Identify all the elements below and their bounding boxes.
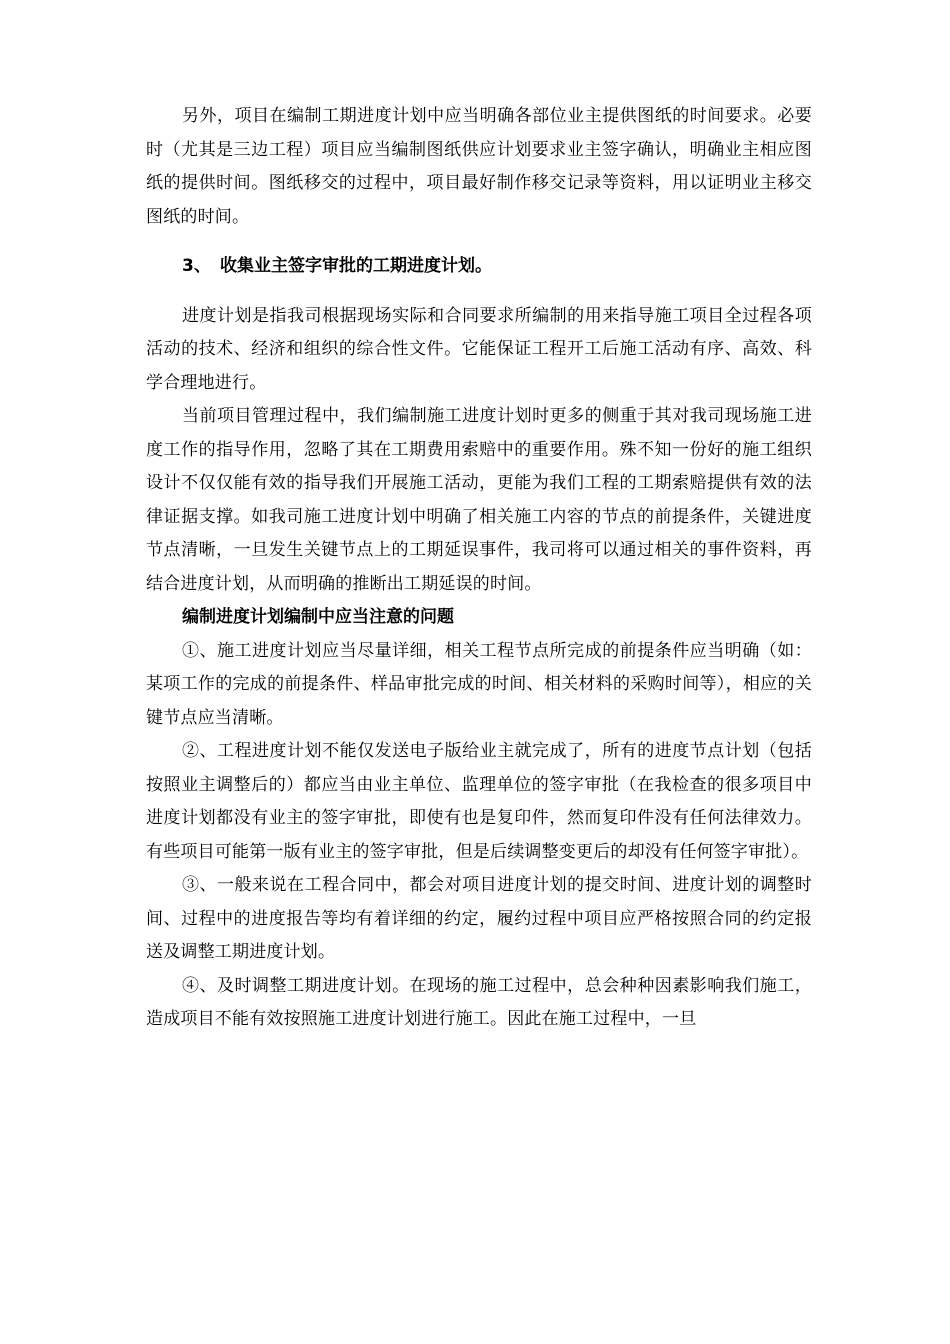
paragraph-schedule-definition: 进度计划是指我司根据现场实际和合同要求所编制的用来指导施工项目全过程各项活动的技术、经济和组织的综合性文件。它能保证工程开工后施工活动有序、高效、科学合理地进行。: [146, 305, 812, 393]
section-heading-3: [146, 250, 812, 284]
section-title: 收集业主签字审批的工期进度计划。: [220, 256, 492, 276]
section-number: 3、: [182, 256, 211, 276]
spacer: [146, 234, 812, 250]
list-item-4: ④、及时调整工期进度计划。在现场的施工过程中，总会种种因素影响我们施工，造成项目不能有效按照施工进度计划进行施工。因此在施工过程中，一旦: [146, 975, 812, 1029]
list-item-1: ①、施工进度计划应当尽量详细，相关工程节点所完成的前提条件应当明确（如：某项工作的完成的前提条件、样品审批完成的时间、相关材料的采购时间等），相应的关键节点应当清晰。: [146, 640, 812, 728]
list-item-2: ②、工程进度计划不能仅发送电子版给业主就完成了，所有的进度节点计划（包括按照业主调整后的）都应当由业主单位、监理单位的签字审批（在我检查的很多项目中进度计划都没有业主的签字审批，即使有也是复印件，然而复印件没有任何法律效力。有些项目可能第一版有业主的签字审批，但是后续调整变更后的却没有任何签字审批）。: [146, 741, 812, 862]
subheading-issues: 编制进度计划编制中应当注意的问题: [182, 607, 454, 627]
document-body: [146, 100, 812, 1037]
paragraph-drawing-schedule: 另外，项目在编制工期进度计划中应当明确各部位业主提供图纸的时间要求。必要时（尤其是三边工程）项目应当编制图纸供应计划要求业主签字确认，明确业主相应图纸的提供时间。图纸移交的过程中，项目最好制作移交记录等资料，用以证明业主移交图纸的时间。: [146, 106, 812, 227]
paragraph-current-practice: 当前项目管理过程中，我们编制施工进度计划时更多的侧重于其对我司现场施工进度工作的指导作用，忽略了其在工期费用索赔中的重要作用。殊不知一份好的施工组织设计不仅仅能有效的指导我们开展施工活动，更能为我们工程的工期索赔提供有效的法律证据支撑。如我司施工进度计划中明确了相关施工内容的节点的前提条件，关键进度节点清晰，一旦发生关键节点上的工期延误事件，我司将可以通过相关的事件资料，再结合进度计划，从而明确的推断出工期延误的时间。: [146, 406, 812, 594]
list-item-3: ③、一般来说在工程合同中，都会对项目进度计划的提交时间、进度计划的调整时间、过程中的进度报告等均有着详细的约定，履约过程中项目应严格按照合同的约定报送及调整工期进度计划。: [146, 875, 812, 962]
spacer: [146, 284, 812, 300]
